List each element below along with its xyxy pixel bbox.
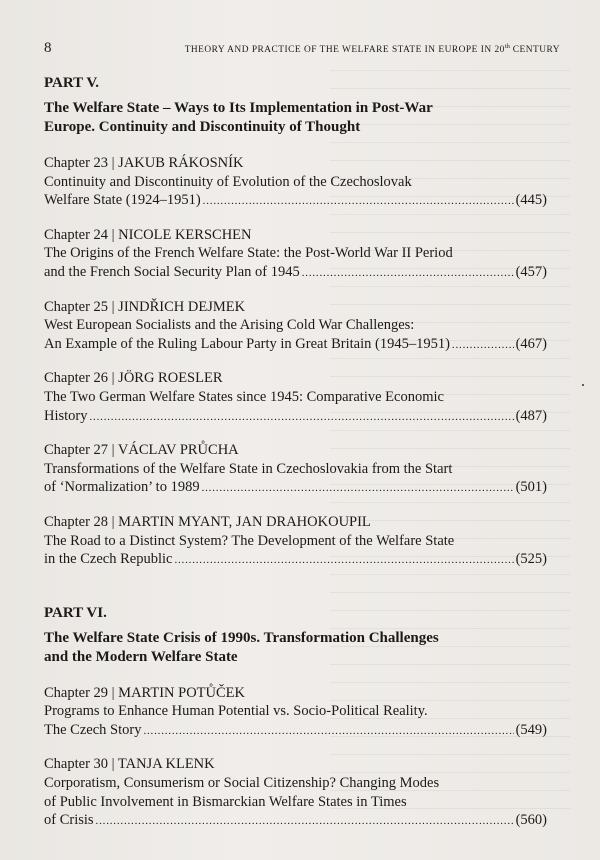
chapter-title-line: The Origins of the French Welfare State: the Post-World War II Period <box>44 245 453 262</box>
chapter-title-line: The Two German Welfare States since 1945: Comparative Economic <box>44 388 444 405</box>
page-reference: (501) <box>515 479 547 496</box>
chapter-author: Chapter 26 | JÖRG ROESLER <box>44 370 223 387</box>
page-number: 8 <box>44 40 52 56</box>
running-title-end: CENTURY <box>509 45 560 56</box>
chapter-title-end: of Crisis <box>44 812 94 829</box>
chapter-title-line: Continuity and Discontinuity of Evolution of the Czechoslovak <box>44 173 412 190</box>
dot-leader <box>203 191 514 211</box>
part-title-line: and the Modern Welfare State <box>44 648 238 665</box>
dot-leader <box>90 407 514 427</box>
chapter-title-line: Programs to Enhance Human Potential vs. Socio-Political Reality. <box>44 703 428 720</box>
toc-entry[interactable] <box>44 513 547 570</box>
page-reference: (467) <box>515 335 547 352</box>
chapter-last-line <box>44 811 547 831</box>
part-label: PART V. <box>44 75 100 91</box>
part-heading <box>44 604 547 667</box>
dot-leader <box>174 550 513 570</box>
toc-entry[interactable] <box>44 154 547 211</box>
running-title-sup: th <box>504 43 510 50</box>
page-reference: (525) <box>515 551 547 568</box>
part-title-line: The Welfare State – Ways to Its Implementation in Post-War <box>44 100 433 116</box>
page-reference: (549) <box>515 721 547 738</box>
chapter-author: Chapter 29 | MARTIN POTŮČEK <box>44 684 245 701</box>
chapter-title-line: The Road to a Distinct System? The Development of the Welfare State <box>44 532 455 549</box>
chapter-author: Chapter 30 | TANJA KLENK <box>44 756 215 773</box>
page-reference: (457) <box>515 263 547 280</box>
toc-entry[interactable] <box>44 298 547 355</box>
chapter-title-end: Welfare State (1924–1951) <box>44 192 201 209</box>
running-title-text: THEORY AND PRACTICE OF THE WELFARE STATE IN EUROPE IN 20 <box>184 45 505 56</box>
chapter-last-line <box>44 263 547 283</box>
toc-entry[interactable] <box>44 226 547 283</box>
page-reference: (445) <box>515 192 547 209</box>
chapter-last-line <box>44 550 547 570</box>
chapter-last-line <box>44 478 547 498</box>
part-title-line: Europe. Continuity and Discontinuity of Thought <box>44 119 361 135</box>
chapter-title-end: An Example of the Ruling Labour Party in Great Britain (1945–1951) <box>44 335 450 352</box>
chapter-author: Chapter 24 | NICOLE KERSCHEN <box>44 226 252 243</box>
chapter-last-line <box>44 191 547 211</box>
toc-entry[interactable] <box>44 369 547 426</box>
toc-entry[interactable] <box>44 441 547 498</box>
chapter-author: Chapter 27 | VÁCLAV PRŮCHA <box>44 442 239 459</box>
dot-leader <box>302 263 514 283</box>
table-of-contents <box>44 74 547 831</box>
chapter-title-line: Corporatism, Consumerism or Social Citizenship? Changing Modes <box>44 775 440 792</box>
chapter-title-line: of Public Involvement in Bismarckian Welfare States in Times <box>44 793 407 810</box>
page-header <box>44 40 560 58</box>
part-label: PART VI. <box>44 604 107 621</box>
dot-leader <box>452 335 514 355</box>
chapter-title-end: of ‘Normalization’ to 1989 <box>44 479 200 496</box>
part-title-line: The Welfare State Crisis of 1990s. Transformation Challenges <box>44 629 439 646</box>
chapter-author: Chapter 28 | MARTIN MYANT, JAN DRAHOKOUPIL <box>44 513 371 530</box>
chapter-last-line <box>44 335 547 355</box>
dot-leader <box>202 478 514 498</box>
part-heading <box>44 74 547 137</box>
dot-leader <box>96 811 514 831</box>
chapter-title-end: in the Czech Republic <box>44 551 173 568</box>
chapter-last-line <box>44 721 547 741</box>
dot-leader <box>143 721 513 741</box>
toc-entry[interactable] <box>44 684 547 741</box>
running-title <box>185 43 560 55</box>
page-speck <box>582 384 584 386</box>
chapter-author: Chapter 23 | JAKUB RÁKOSNÍK <box>44 155 244 171</box>
chapter-title-end: and the French Social Security Plan of 1945 <box>44 263 300 280</box>
toc-entry[interactable] <box>44 755 547 830</box>
page-reference: (487) <box>515 407 547 424</box>
chapter-title-line: West European Socialists and the Arising Cold War Challenges: <box>44 317 415 334</box>
chapter-last-line <box>44 407 547 427</box>
chapter-title-end: History <box>44 407 88 424</box>
page-reference: (560) <box>515 812 547 829</box>
chapter-title-line: Transformations of the Welfare State in Czechoslovakia from the Start <box>44 460 453 477</box>
chapter-author: Chapter 25 | JINDŘICH DEJMEK <box>44 298 246 315</box>
chapter-title-end: The Czech Story <box>44 721 142 738</box>
